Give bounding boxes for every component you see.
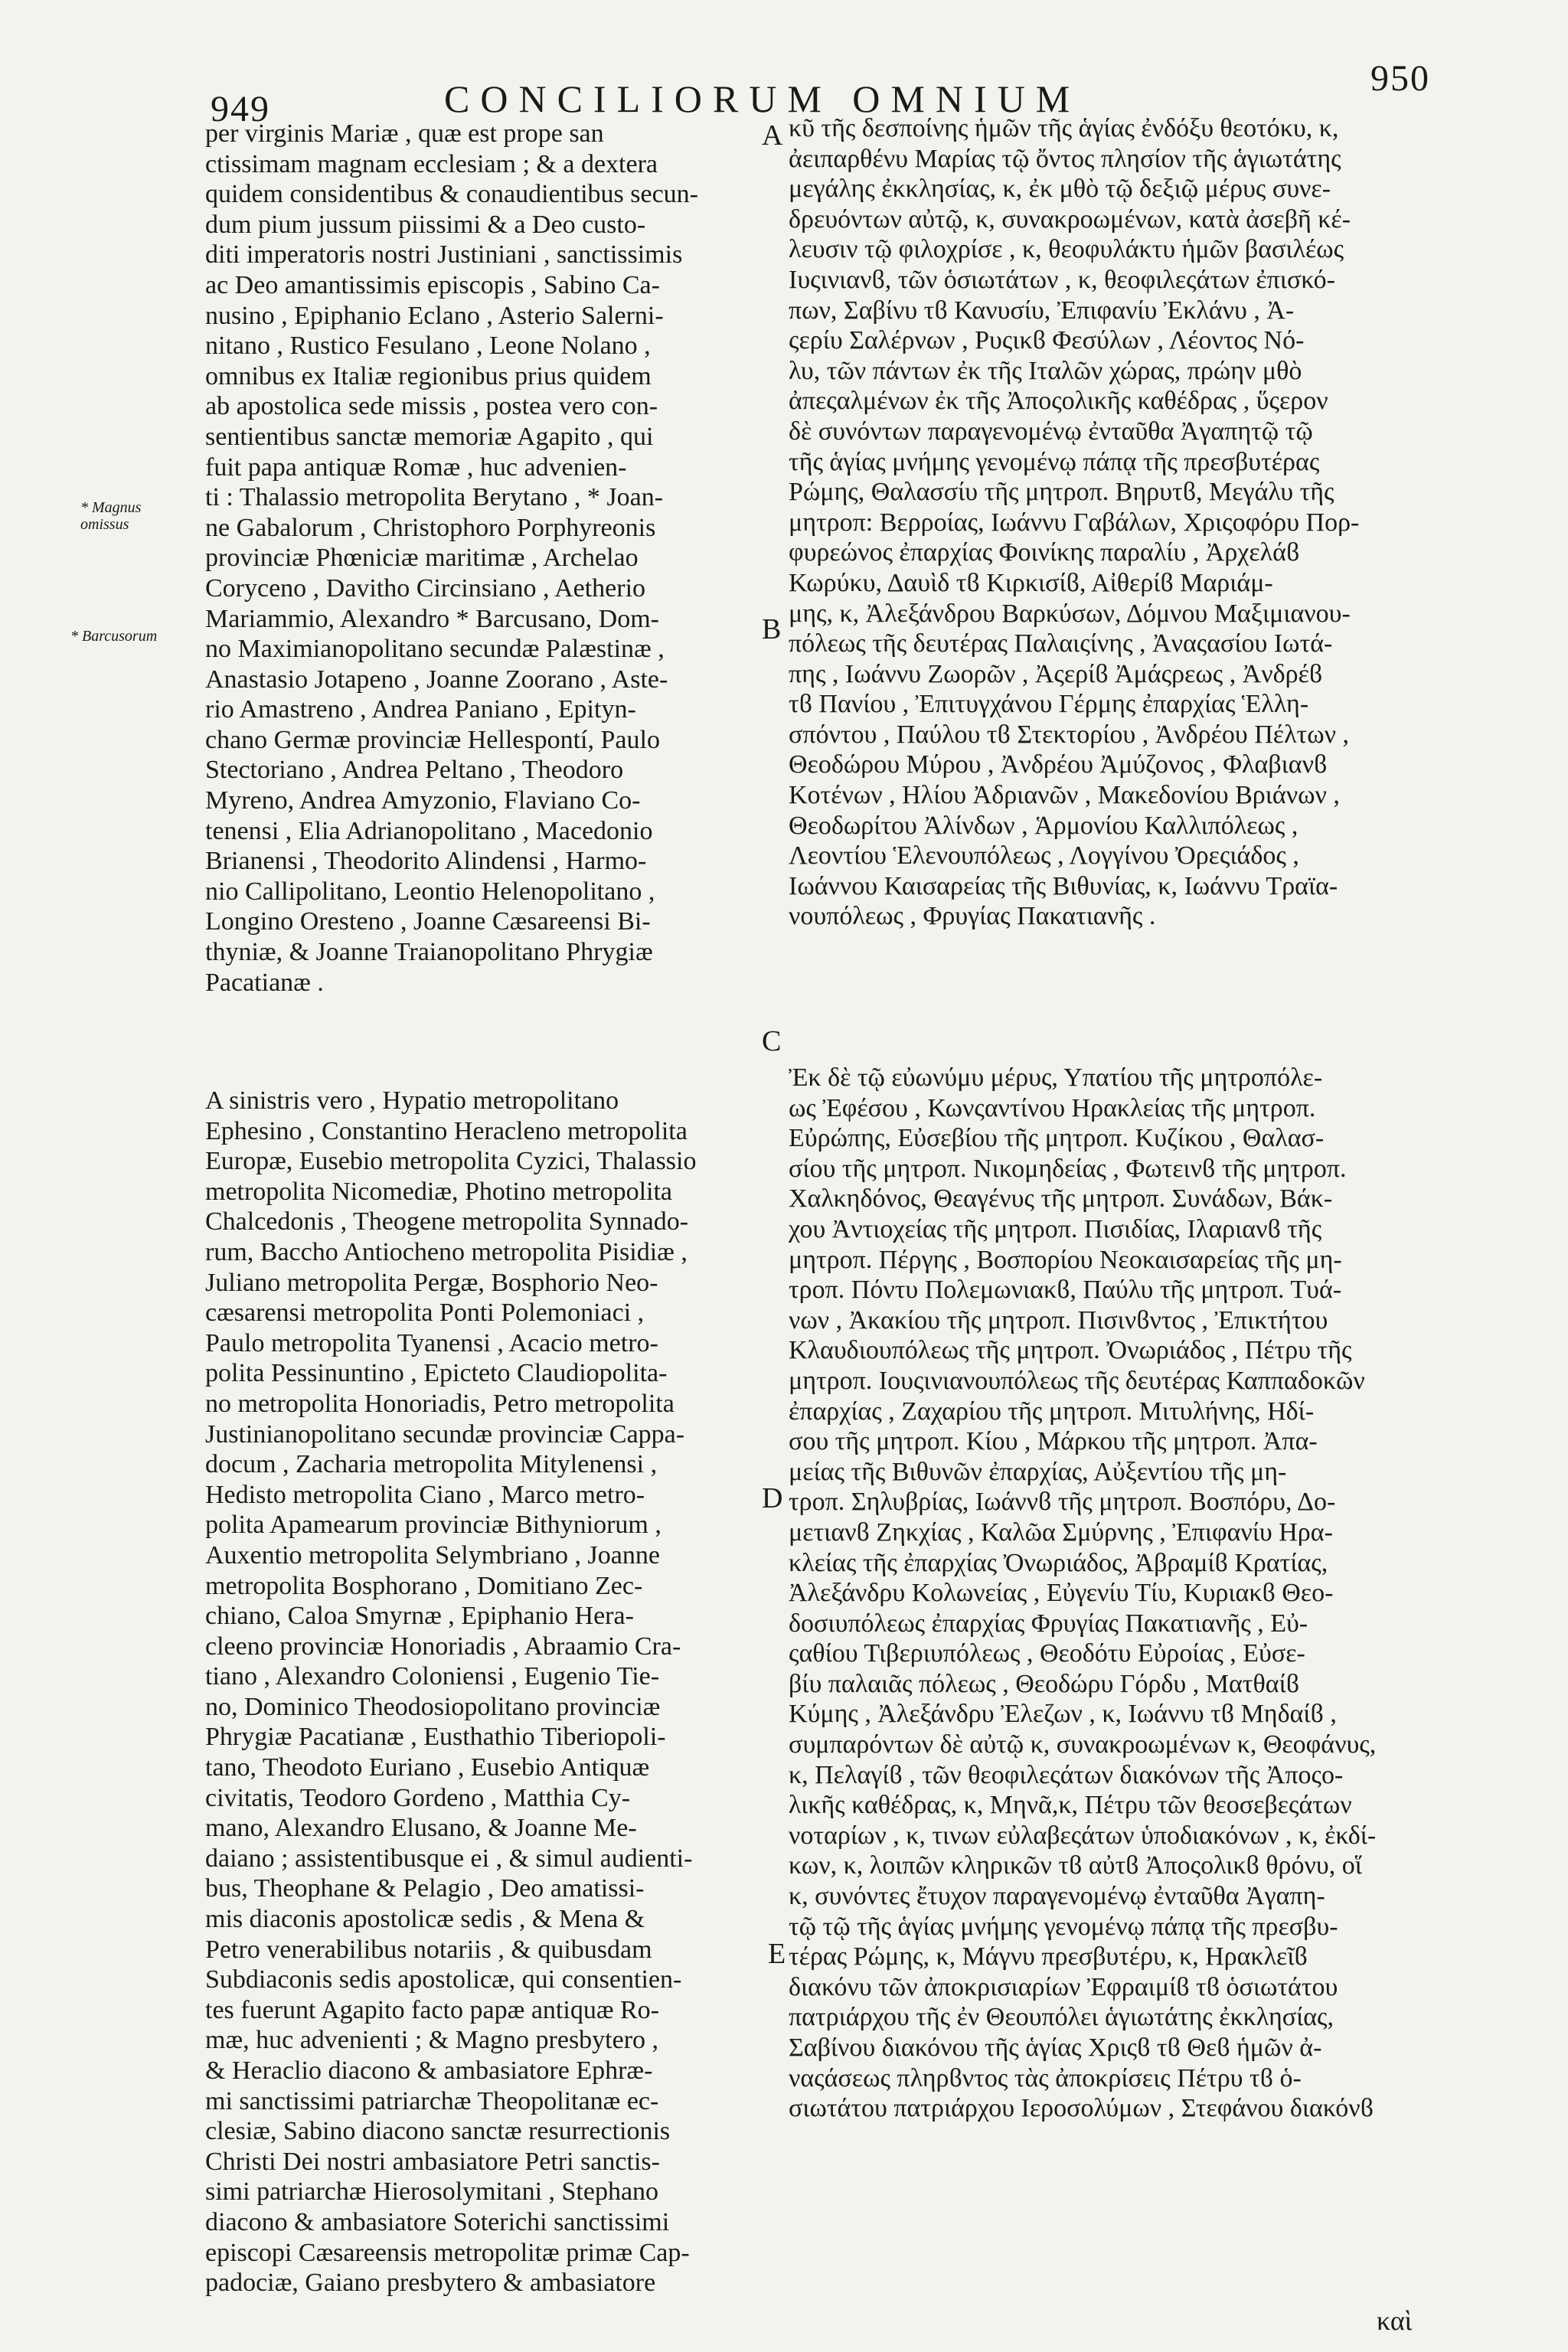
text-line: bus, Theophane & Pelagio , Deo amatissi-	[205, 1874, 645, 1903]
text-line: tano, Theodoto Euriano , Eusebio Antiquæ	[205, 1753, 650, 1782]
section-letter-b: B	[762, 613, 782, 645]
section-letter-c: C	[762, 1025, 782, 1057]
text-line: σίου τῆς μητροπ. Νικομηδείας , Φωτεινϐ τῆς μητροπ.	[789, 1154, 1347, 1183]
text-line: κῦ τῆς δεσποίνης ἡμῶν τῆς ἁγίας ἐνδόξυ θεοτόκυ, κ,	[789, 114, 1339, 142]
margin-note: * Magnus omissus	[80, 499, 142, 533]
text-line: δρευόντων αὐτῷ, κ, συνακροωμένων, κατὰ ἀσεβῆ κέ-	[789, 204, 1351, 234]
text-line: mis diaconis apostolicæ sedis , & Mena &	[205, 1905, 645, 1934]
text-line: Θεοδωρίτου Ἀλίνδων , Ἁρμονίου Καλλιπόλεως ,	[789, 811, 1298, 840]
text-line: λευσιν τῷ φιλοχρίσε , κ, θεοφυλάκτυ ἡμῶν βασιλέως	[789, 235, 1344, 264]
text-line: τέρας Ρώμης, κ, Μάγνυ πρεσβυτέρυ, κ, Ηρακλεῖϐ	[789, 1942, 1308, 1971]
text-line: metropolita Nicomediæ, Photino metropolita	[205, 1177, 673, 1206]
text-line: μείας τῆς Βιθυνῶν ἐπαρχίας, Αὐξεντίου τῆς μη-	[789, 1457, 1287, 1486]
text-line: βίυ παλαιᾶς πόλεως , Θεοδώρυ Γόρδυ , Ματθαίϐ	[789, 1669, 1300, 1698]
text-line: Pacatianæ .	[205, 968, 324, 997]
text-line: Λεοντίου Ἑλενουπόλεως , Λογγίνου Ὀρεςιάδος ,	[789, 841, 1299, 871]
text-line: chiano, Caloa Smyrnæ , Epiphanio Hera-	[205, 1602, 634, 1631]
text-line: Justinianopolitano secundæ provinciæ Cappa-	[205, 1419, 685, 1449]
text-line: Myreno, Andrea Amyzonio, Flaviano Co-	[205, 786, 641, 815]
text-line: & Heraclio diacono & ambasiatore Ephræ-	[205, 2056, 653, 2085]
text-line: chano Germæ provinciæ Hellespontí, Paulo	[205, 725, 660, 754]
greek-column-lower	[789, 1063, 1416, 2124]
text-line: Κωρύκυ, Δαυὶδ τϐ Κιρκισίϐ, Αἰθερίϐ Μαριάμ-	[789, 568, 1273, 597]
text-line: Juliano metropolita Pergæ, Bosphorio Neo-	[205, 1268, 658, 1297]
section-letter-a: A	[762, 119, 783, 152]
text-line: rum, Baccho Antiocheno metropolita Pisidiæ ,	[205, 1237, 688, 1266]
text-line: Chalcedonis , Theogene metropolita Synnado-	[205, 1207, 689, 1236]
text-line: Anastasio Jotapeno , Joanne Zoorano , Aste-	[205, 665, 668, 694]
text-line: νων , Ἀκακίου τῆς μητροπ. Πισινϐντος , Ἐπικτήτου	[789, 1305, 1328, 1334]
text-line: κων, κ, λοιπῶν κληρικῶν τϐ αὐτϐ Ἀποςολικϐ θρόνυ, οἵ	[789, 1851, 1362, 1880]
text-line: Κοτένων , Ηλίου Ἀδριανῶν , Μακεδονίου Βριάνων ,	[789, 781, 1340, 810]
text-line: sentientibus sanctæ memoriæ Agapito , qui	[205, 422, 654, 451]
latin-column-upper	[205, 119, 764, 998]
text-line: ne Gabalorum , Christophoro Porphyreonis	[205, 513, 656, 542]
text-line: Εὐρώπης, Εὐσεβίου τῆς μητροπ. Κυζίκου , Θαλασ-	[789, 1124, 1325, 1153]
text-line: ἀπεςαλμένων ἐκ τῆς Ἀποςολικῆς καθέδρας , ὕςερον	[789, 387, 1328, 416]
text-line: metropolita Bosphorano , Domitiano Zec-	[205, 1571, 643, 1600]
text-line: ti : Thalassio metropolita Berytano , * Joan-	[205, 483, 664, 512]
text-line: Auxentio metropolita Selymbriano , Joanne	[205, 1540, 660, 1570]
text-line: ςερίυ Σαλέρνων , Ρυςικϐ Φεσύλων , Λέοντος Νό-	[789, 326, 1305, 355]
text-line: rio Amastreno , Andrea Paniano , Epityn-	[205, 695, 636, 724]
text-line: κλείας τῆς ἐπαρχίας Ὀνωριάδος, Ἀβραμίϐ Κρατίας,	[789, 1548, 1328, 1577]
text-line: padociæ, Gaiano presbytero & ambasiatore	[205, 2269, 656, 2298]
text-line: quidem considentibus & conaudientibus secun-	[205, 180, 698, 209]
text-line: nusino , Epiphanio Eclano , Asterio Salerni-	[205, 301, 664, 330]
text-line: σου τῆς μητροπ. Κίου , Μάρκου τῆς μητροπ. Ἀπα-	[789, 1427, 1318, 1456]
text-line: πατριάρχου τῆς ἐν Θεουπόλει ἁγιωτάτης ἐκκλησίας,	[789, 2003, 1334, 2032]
text-line: Κύμης , Ἀλεξάνδρυ Ἐλεζων , κ, Ιωάννυ τϐ Μηδαίϐ ,	[789, 1700, 1337, 1729]
text-line: ctissimam magnam ecclesiam ; & a dextera	[205, 149, 658, 178]
text-line: Paulo metropolita Tyanensi , Acacio metro-	[205, 1328, 658, 1357]
margin-note: * Barcusorum	[70, 628, 158, 645]
text-line: Hedisto metropolita Ciano , Marco metro-	[205, 1480, 645, 1509]
text-line: Brianensi , Theodorito Alindensi , Harmo-	[205, 847, 647, 876]
right-page-number: 950	[1370, 58, 1430, 99]
text-line: λικῆς καθέδρας, κ, Μηνᾶ,κ, Πέτρυ τῶν θεοσεβεςάτων	[789, 1791, 1352, 1820]
text-line: mi sanctissimi patriarchæ Theopolitanæ ec-	[205, 2086, 659, 2115]
text-line: provinciæ Phœniciæ maritimæ , Archelao	[205, 544, 639, 573]
catchword: καὶ	[1377, 2305, 1413, 2336]
text-line: συμπαρόντων δὲ αὐτῷ κ, συνακροωμένων κ, Θεοφάνυς,	[789, 1730, 1377, 1759]
text-line: A sinistris vero , Hypatio metropolitano	[205, 1086, 619, 1115]
text-line: civitatis, Teodoro Gordeno , Matthia Cy-	[205, 1783, 631, 1812]
text-line: Ιυςινιανϐ, τῶν ὁσιωτάτων , κ, θεοφιλεςάτων ἐπισκό-	[789, 265, 1335, 294]
section-letter-e: E	[768, 1938, 786, 1970]
text-line: no metropolita Honoriadis, Petro metropolita	[205, 1389, 675, 1418]
text-line: clesiæ, Sabino diacono sanctæ resurrectionis	[205, 2117, 671, 2146]
text-line: Mariammio, Alexandro * Barcusano, Dom-	[205, 604, 659, 633]
text-line: daiano ; assistentibusque ei , & simul audienti-	[205, 1844, 693, 1873]
text-line: κ, συνόντες ἔτυχον παραγενομένῳ ἐνταῦθα Ἀγαπη-	[789, 1882, 1325, 1911]
text-line: σιωτάτου πατριάρχου Ιεροσολύμων , Στεφάνου διακόνϐ	[789, 2094, 1374, 2123]
text-line: Ἀλεξάνδρυ Κολωνείας , Εὐγενίυ Τίυ, Κυριακϐ Θεο-	[789, 1579, 1334, 1608]
text-line: σπόντου , Παύλου τϐ Στεκτορίου , Ἀνδρέου Πέλτων ,	[789, 720, 1349, 749]
text-line: no, Dominico Theodosiopolitano provinciæ	[205, 1692, 661, 1721]
text-line: τϐ Πανίου , Ἐπιτυγχάνου Γέρμης ἐπαρχίας Ἑλλη-	[789, 690, 1309, 719]
text-line: per virginis Mariæ , quæ est prope san	[205, 119, 604, 148]
text-line: Σαβίνου διακόνου τῆς ἁγίας Χριςϐ τϐ Θεϐ ἡμῶν ἀ-	[789, 2034, 1322, 2062]
text-line: πης , Ιωάννυ Ζωορῶν , Ἀςερίϐ Ἀμάςρεως , Ἀνδρέϐ	[789, 659, 1323, 688]
text-line: tiano , Alexandro Coloniensi , Eugenio Tie-	[205, 1662, 660, 1691]
text-line: omnibus ex Italiæ regionibus prius quidem	[205, 361, 652, 390]
text-line: diti imperatoris nostri Justiniani , sanctissimis	[205, 240, 683, 270]
text-line: Θεοδώρου Μύρου , Ἀνδρέου Ἀμύζονος , Φλαβιανϐ	[789, 750, 1328, 779]
text-line: episcopi Cæsareensis metropolitæ primæ Cap-	[205, 2238, 690, 2267]
text-line: Coryceno , Davitho Circinsiano , Aetherio	[205, 573, 646, 603]
text-line: χου Ἀντιοχείας τῆς μητροπ. Πισιδίας, Ιλαριανϐ τῆς	[789, 1214, 1322, 1243]
text-line: τῷ τῷ τῆς ἁγίας μνήμης γενομένῳ πάπᾳ τῆς πρεσβυ-	[789, 1912, 1338, 1941]
text-line: τροπ. Σηλυβρίας, Ιωάννϐ τῆς μητροπ. Βοσπόρυ, Δο-	[789, 1488, 1336, 1517]
text-line: τῆς ἁγίας μνήμης γενομένῳ πάπᾳ τῆς πρεσβυτέρας	[789, 447, 1320, 476]
text-line: διακόνυ τῶν ἀποκρισιαρίων Ἐφραιμίϐ τϐ ὁσιωτάτου	[789, 1972, 1338, 2001]
text-line: polita Pessinuntino , Epicteto Claudiopolita-	[205, 1359, 668, 1388]
text-line: Longino Oresteno , Joanne Cæsareensi Bi-	[205, 907, 651, 936]
text-line: simi patriarchæ Hierosolymitani , Stephano	[205, 2177, 659, 2207]
text-line: Petro venerabilibus notariis , & quibusdam	[205, 1935, 652, 1964]
text-line: κ, Πελαγίϐ , τῶν θεοφιλεςάτων διακόνων τῆς Ἀποςο-	[789, 1760, 1344, 1789]
text-line: tenensi , Elia Adrianopolitano , Macedonio	[205, 816, 653, 845]
text-line: μητροπ: Βερροίας, Ιωάννυ Γαβάλων, Χριςοφόρυ Πορ-	[789, 508, 1360, 537]
text-line: Ιωάννου Καισαρείας τῆς Βιθυνίας, κ, Ιωάννυ Τραϊα-	[789, 871, 1338, 900]
text-line: Subdiaconis sedis apostolicæ, qui consentien-	[205, 1965, 682, 1994]
text-line: Ρώμης, Θαλασσίυ τῆς μητροπ. Βηρυτϐ, Μεγάλυ τῆς	[789, 478, 1334, 507]
running-title: CONCILIORUM OMNIUM	[444, 77, 1081, 120]
text-line: δοσιυπόλεως ἐπαρχίας Φρυγίας Πακατιανῆς , Εὐ-	[789, 1609, 1308, 1638]
text-line: ac Deo amantissimis episcopis , Sabino Ca-	[205, 270, 660, 299]
text-line: dum pium jussum piissimi & a Deo custo-	[205, 210, 646, 239]
text-line: Europæ, Eusebio metropolita Cyzici, Thalassio	[205, 1147, 697, 1176]
text-line: ab apostolica sede missis , postea vero con-	[205, 392, 658, 421]
text-line: docum , Zacharia metropolita Mitylenensi ,	[205, 1450, 658, 1479]
text-line: polita Apamearum provinciæ Bithyniorum ,	[205, 1511, 662, 1540]
text-line: nio Callipolitano, Leontio Helenopolitano ,	[205, 877, 655, 906]
text-line: νοταρίων , κ, τινων εὐλαβεςάτων ὑποδιακόνων , κ, ἐκδί-	[789, 1821, 1377, 1850]
text-line: δὲ συνόντων παραγενομένῳ ἐνταῦθα Ἀγαπητῷ τῷ	[789, 416, 1313, 446]
text-line: πων, Σαβίνυ τϐ Κανυσίυ, Ἐπιφανίυ Ἐκλάνυ , Ἀ-	[789, 296, 1295, 325]
text-line: Christi Dei nostri ambasiatore Petri sanctis-	[205, 2147, 660, 2176]
text-line: πόλεως τῆς δευτέρας Παλαιςίνης , Ἀναςασίου Ιωτά-	[789, 629, 1333, 658]
text-line: tes fuerunt Agapito facto papæ antiquæ Ro-	[205, 1995, 659, 2024]
text-line: Κλαυδιουπόλεως τῆς μητροπ. Ὀνωριάδος , Πέτρυ τῆς	[789, 1336, 1352, 1365]
text-line: Χαλκηδόνος, Θεαγένυς τῆς μητροπ. Συνάδων, Βάκ-	[789, 1184, 1333, 1214]
latin-column-lower	[205, 1086, 764, 2298]
text-line: μης, κ, Ἀλεξάνδρου Βαρκύσων, Δόμνου Μαξιμιανου-	[789, 599, 1351, 628]
text-line: cleeno provinciæ Honoriadis , Abraamio Cra-	[205, 1632, 681, 1661]
text-line: μεγάλης ἐκκλησίας, κ, ἐκ μθὸ τῷ δεξιῷ μέρυς συνε-	[789, 175, 1331, 204]
section-letter-d: D	[762, 1482, 783, 1514]
text-line: Phrygiæ Pacatianæ , Eusthathio Tiberiopoli-	[205, 1723, 666, 1752]
text-line: mæ, huc advenienti ; & Magno presbytero ,	[205, 2026, 659, 2055]
text-line: Stectoriano , Andrea Peltano , Theodoro	[205, 756, 624, 785]
text-line: τροπ. Πόντυ Πολεμωνιακϐ, Παύλυ τῆς μητροπ. Τυά-	[789, 1276, 1342, 1305]
greek-column-upper	[789, 113, 1416, 932]
text-line: mano, Alexandro Elusano, & Joanne Me-	[205, 1814, 637, 1843]
text-line: μητροπ. Πέργης , Βοσπορίου Νεοκαισαρείας τῆς μη-	[789, 1245, 1342, 1274]
text-line: ναςάσεως πληρϐντος τὰς ἀποκρίσεις Πέτρυ τϐ ὁ-	[789, 2063, 1302, 2092]
text-line: ἀειπαρθένυ Μαρίας τῷ ὄντος πλησίον τῆς ἁγιωτάτης	[789, 144, 1341, 173]
text-line: no Maximianopolitano secundæ Palæstinæ ,	[205, 635, 665, 664]
text-line: ςαθίου Τιβεριυπόλεως , Θεοδότυ Εὐροίας , Εὐσε-	[789, 1639, 1305, 1668]
text-line: ως Ἐφέσου , Κωνςαντίνου Ηρακλείας τῆς μητροπ.	[789, 1093, 1316, 1122]
text-line: μετιανϐ Ζηκχίας , Καλῶα Σμύρνης , Ἐπιφανίυ Ηρα-	[789, 1517, 1333, 1547]
left-page-number: 949	[211, 89, 270, 129]
text-line: μητροπ. Ιουςινιανουπόλεως τῆς δευτέρας Καππαδοκῶν	[789, 1366, 1365, 1395]
text-line: Ἐκ δὲ τῷ εὐωνύμυ μέρυς, Υπατίου τῆς μητροπόλε-	[789, 1063, 1323, 1092]
text-line: fuit papa antiquæ Romæ , huc advenien-	[205, 452, 627, 482]
text-line: Ephesino , Constantino Heracleno metropolita	[205, 1116, 688, 1145]
text-line: diacono & ambasiatore Soterichi sanctissimi	[205, 2207, 670, 2236]
text-line: λυ, τῶν πάντων ἐκ τῆς Ιταλῶν χώρας, πρώην μθὸ	[789, 356, 1302, 385]
text-line: thyniæ, & Joanne Traianopolitano Phrygiæ	[205, 938, 653, 967]
text-line: ἐπαρχίας , Ζαχαρίου τῆς μητροπ. Μιτυλήνης, Ηδί-	[789, 1396, 1315, 1426]
text-line: nitano , Rustico Fesulano , Leone Nolano ,	[205, 332, 651, 361]
text-line: νουπόλεως , Φρυγίας Πακατιανῆς .	[789, 902, 1156, 931]
text-line: φυρεώνος ἐπαρχίας Φοινίκης παραλίυ , Ἀρχελάϐ	[789, 538, 1300, 567]
text-line: cæsarensi metropolita Ponti Polemoniaci ,	[205, 1298, 645, 1328]
